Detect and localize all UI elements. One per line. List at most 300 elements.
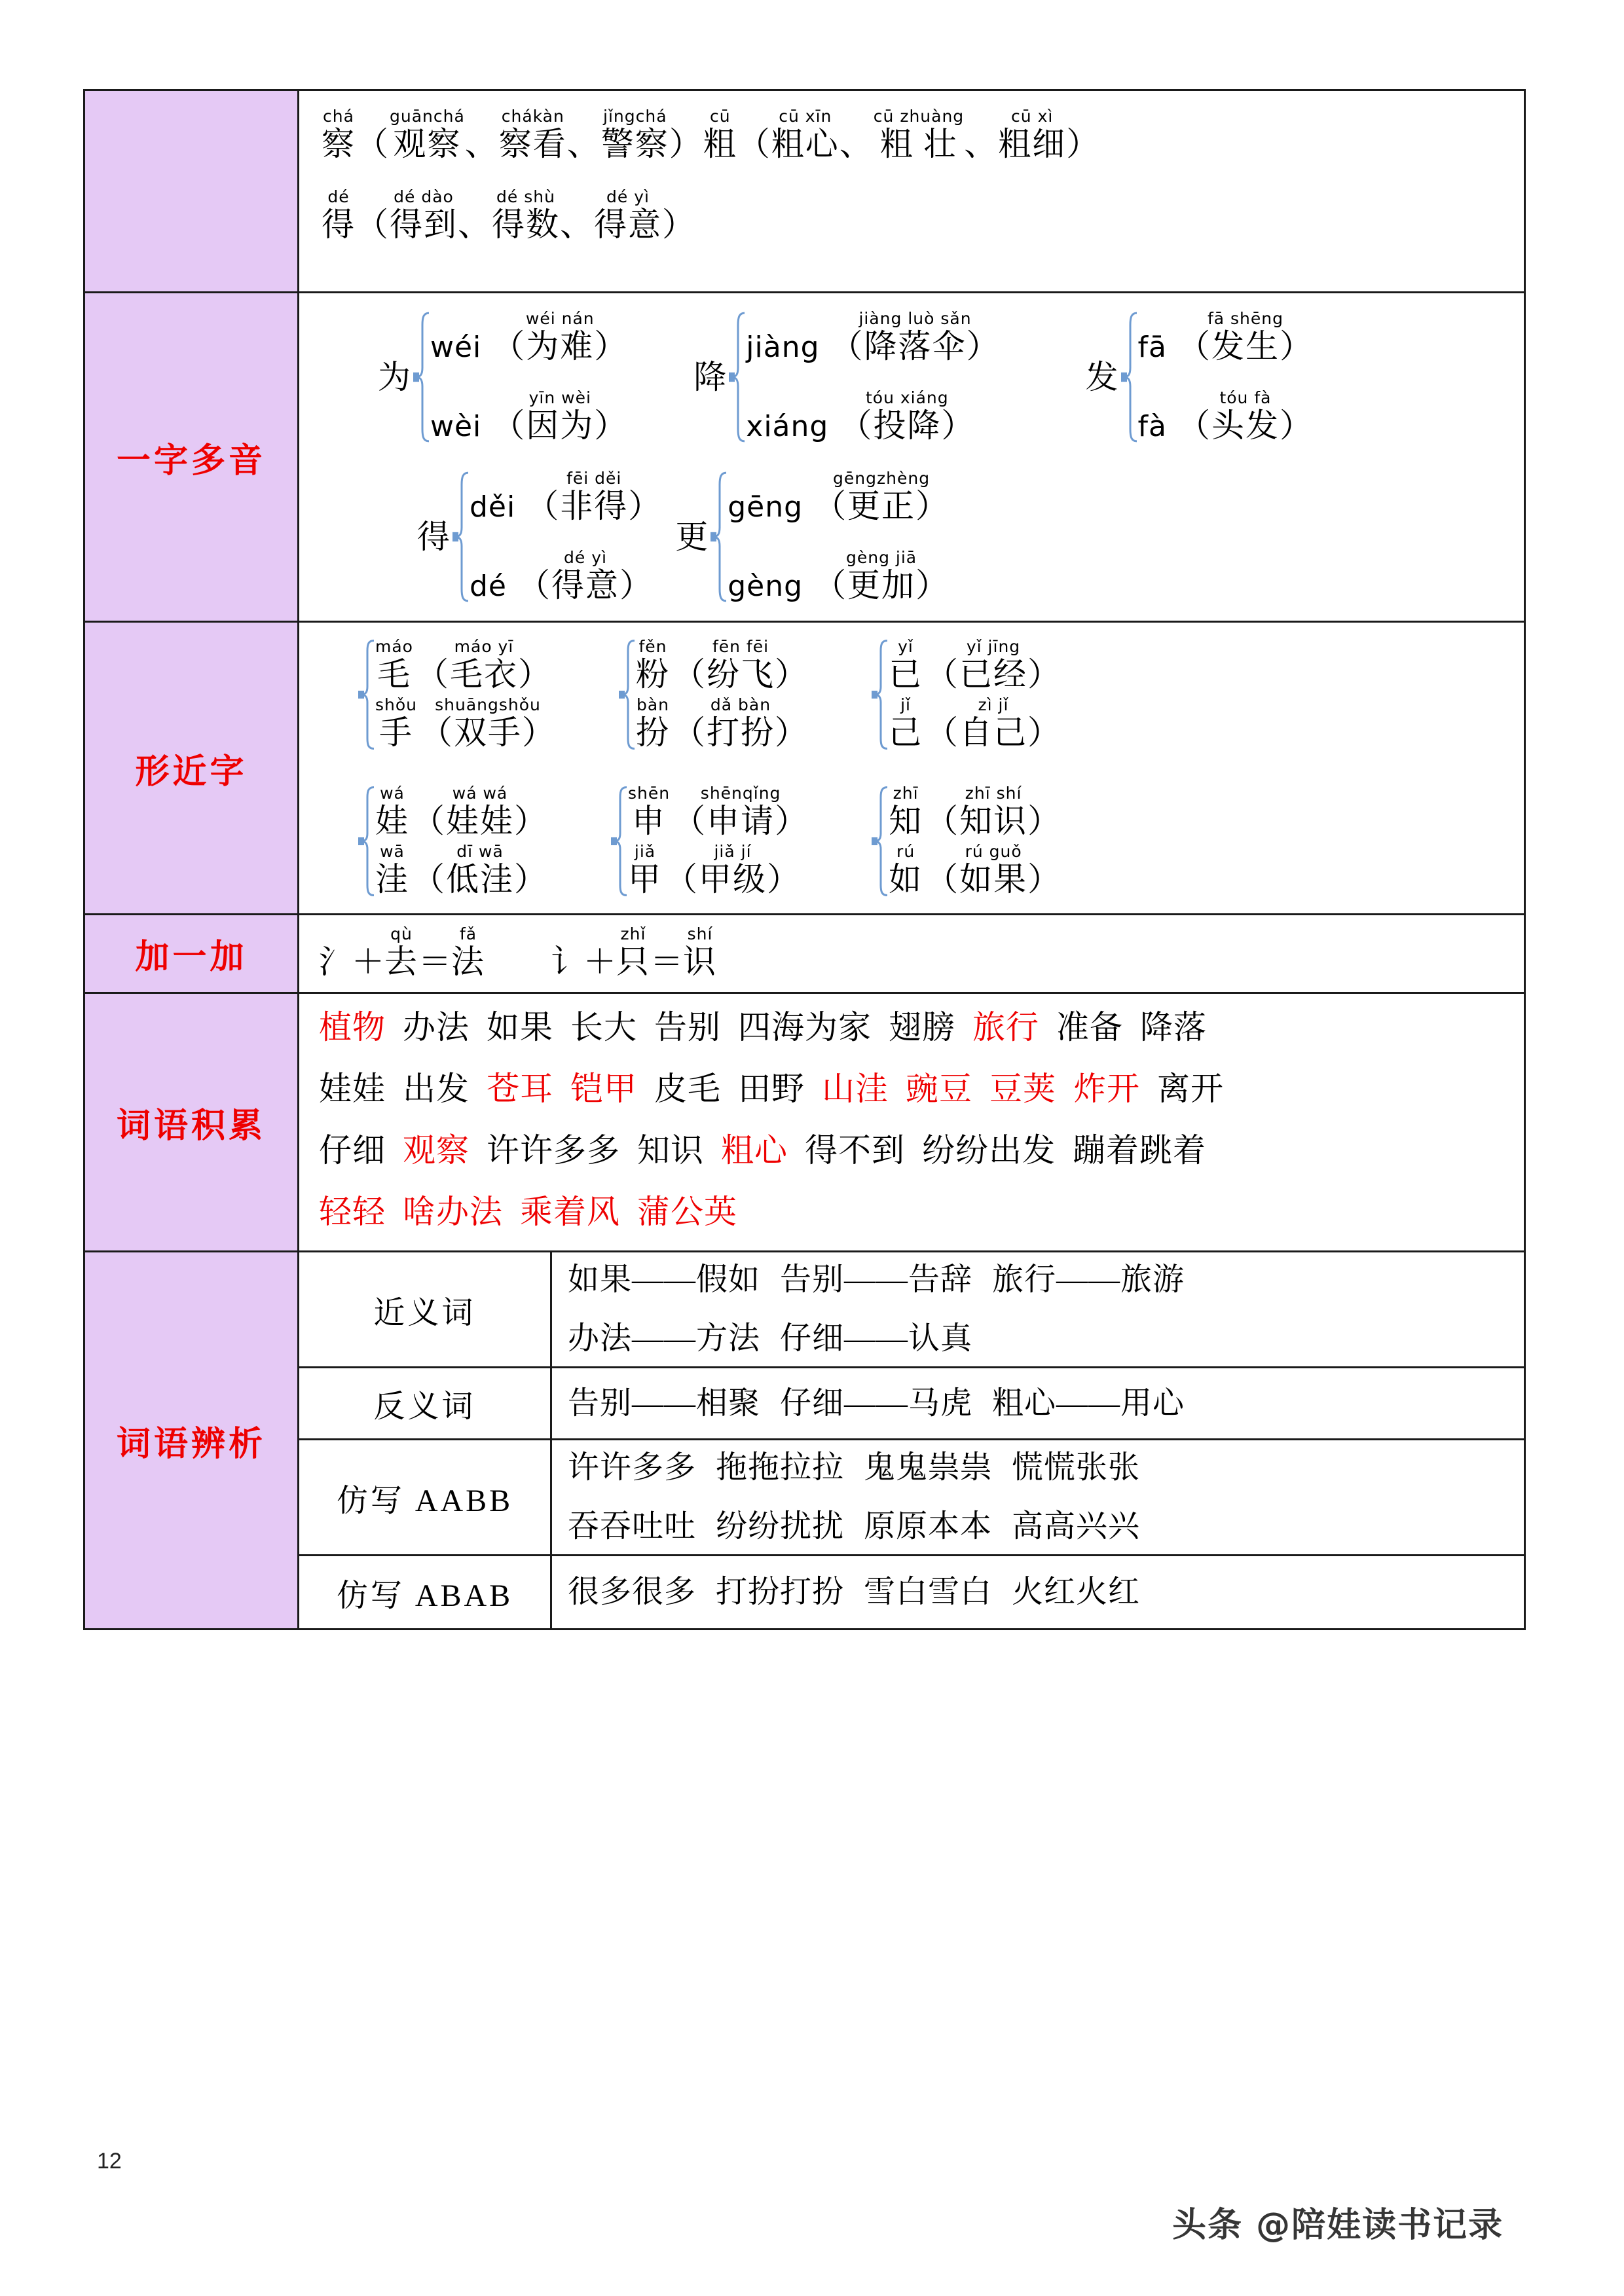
polyphone-arm bbox=[746, 390, 1000, 444]
polyphone-word bbox=[813, 549, 950, 604]
polyphone-word bbox=[492, 310, 628, 365]
character-entry bbox=[594, 189, 662, 243]
similar-pair bbox=[375, 638, 556, 693]
hanzi-text: （自己） bbox=[925, 714, 1062, 751]
vocabulary-word: 翅膀 bbox=[889, 1009, 955, 1046]
pinyin-text: dé shù bbox=[496, 187, 555, 206]
page-number: 12 bbox=[97, 2149, 122, 2174]
vocabulary-word: 长大 bbox=[570, 1009, 637, 1046]
polyphone-arm bbox=[470, 549, 662, 604]
similar-pair bbox=[375, 697, 556, 751]
analysis-category: 仿写 ABAB bbox=[299, 1556, 552, 1628]
similar-char bbox=[889, 638, 923, 693]
hanzi-text: （双手） bbox=[420, 714, 557, 751]
polyphone-reading: dé bbox=[470, 570, 507, 603]
similar-char bbox=[636, 697, 670, 751]
pinyin-text bbox=[662, 189, 696, 205]
hanzi-text: （发生） bbox=[1177, 328, 1314, 365]
vocabulary-word: 苍耳 bbox=[487, 1070, 553, 1107]
similar-group bbox=[872, 638, 1061, 751]
hanzi-text: 娃 bbox=[375, 803, 409, 839]
hanzi-text: 粉 bbox=[636, 656, 671, 693]
hanzi-text: 警察 bbox=[600, 126, 669, 162]
pinyin-text: wā bbox=[380, 842, 405, 861]
polyphone-group bbox=[1086, 310, 1314, 444]
radical-char: 氵 bbox=[319, 943, 352, 980]
vocabulary-word: 蹦着跳着 bbox=[1073, 1132, 1206, 1169]
hanzi-text: （头发） bbox=[1177, 407, 1314, 444]
similar-group bbox=[358, 785, 548, 898]
polyphone-word bbox=[813, 470, 950, 524]
polyphone-arm bbox=[1138, 310, 1314, 365]
hanzi-text: （毛衣） bbox=[415, 656, 552, 693]
analysis-pair: 吞吞吐吐 bbox=[568, 1509, 697, 1544]
analysis-values bbox=[552, 1556, 1524, 1628]
hanzi-text: 知 bbox=[889, 803, 923, 839]
hanzi-text: 只 bbox=[616, 943, 650, 980]
analysis-row bbox=[299, 1252, 1524, 1368]
analysis-pair: 慌慌张张 bbox=[1012, 1450, 1141, 1485]
pinyin-text: dé dào bbox=[394, 187, 454, 206]
pinyin-text: shí bbox=[687, 924, 713, 943]
vocabulary-line bbox=[319, 1011, 1524, 1044]
hanzi-text: （打扮） bbox=[673, 714, 809, 751]
analysis-pair: 办法——方法 bbox=[568, 1321, 761, 1356]
pinyin-text: shǒu bbox=[375, 695, 418, 714]
analysis-pair: 拖拖拉拉 bbox=[716, 1450, 845, 1485]
hanzi-text: （降落伞） bbox=[830, 328, 1001, 365]
similar-pair bbox=[375, 785, 548, 839]
character-entry bbox=[771, 108, 840, 162]
pinyin-text: jǐ bbox=[900, 695, 911, 714]
pinyin-text: gèng jiā bbox=[846, 548, 917, 567]
analysis-pair: 旅行——旅游 bbox=[992, 1262, 1185, 1297]
hanzi-text: 法 bbox=[451, 943, 485, 980]
pinyin-text: jiǎ bbox=[634, 842, 656, 861]
pinyin-text bbox=[669, 108, 703, 124]
analysis-pair: 告别——相聚 bbox=[568, 1385, 761, 1421]
pinyin-text: shēnqǐng bbox=[700, 784, 781, 803]
character-entry bbox=[662, 189, 696, 243]
pinyin-text bbox=[840, 108, 874, 124]
similar-pair bbox=[889, 785, 1061, 839]
pinyin-text: yǐ bbox=[898, 637, 913, 656]
analysis-pair: 很多很多 bbox=[568, 1575, 697, 1609]
worksheet-table bbox=[83, 89, 1526, 1630]
hanzi-text: 观察 bbox=[393, 126, 462, 162]
similar-word bbox=[925, 638, 1061, 693]
vocabulary-line bbox=[319, 1072, 1524, 1105]
pinyin-text: dé yì bbox=[606, 187, 650, 206]
pinyin-text bbox=[1066, 108, 1100, 124]
vocabulary-word: 豆荚 bbox=[989, 1070, 1056, 1107]
pinyin-text: fā shēng bbox=[1207, 309, 1283, 328]
polyphone-head-char: 更 bbox=[675, 519, 709, 555]
pinyin-text: cū bbox=[710, 107, 731, 126]
character-entry bbox=[458, 189, 492, 243]
vocabulary-word: 告别 bbox=[654, 1009, 721, 1046]
hanzi-text: 识 bbox=[683, 943, 717, 980]
vocabulary-word: 乘着风 bbox=[520, 1194, 620, 1230]
pinyin-text: fǎ bbox=[459, 924, 477, 943]
analysis-category: 反义词 bbox=[299, 1368, 552, 1438]
add-one-component bbox=[384, 926, 418, 980]
row-label-analysis: 词语辨析 bbox=[85, 1252, 299, 1628]
hanzi-text: （申请） bbox=[673, 803, 809, 839]
analysis-pair: 告别——告辞 bbox=[780, 1262, 973, 1297]
polyphone-head-char: 得 bbox=[417, 519, 450, 555]
analysis-pair: 仔细——认真 bbox=[780, 1321, 973, 1356]
polyphone-word bbox=[830, 310, 1001, 365]
pinyin-text: chákàn bbox=[501, 107, 564, 126]
character-entry bbox=[737, 108, 771, 162]
character-entry bbox=[560, 189, 594, 243]
add-one-component bbox=[616, 926, 650, 980]
similar-word bbox=[665, 843, 801, 898]
add-one-equation bbox=[319, 926, 485, 980]
vocabulary-word: 准备 bbox=[1056, 1009, 1123, 1046]
polyphone-brace bbox=[710, 470, 728, 604]
similar-pair bbox=[628, 843, 809, 898]
vocabulary-word: 豌豆 bbox=[906, 1070, 972, 1107]
polyphone-reading: gèng bbox=[728, 570, 803, 603]
left-brace-icon bbox=[358, 638, 375, 751]
vocabulary-word: 许许多多 bbox=[487, 1132, 620, 1169]
polyphone-line bbox=[299, 470, 1524, 604]
similar-pair bbox=[375, 843, 548, 898]
polyphone-arm bbox=[430, 390, 628, 444]
vocabulary-word: 纷纷出发 bbox=[922, 1132, 1056, 1169]
similar-char bbox=[628, 785, 670, 839]
hanzi-text: （因为） bbox=[492, 407, 629, 444]
row-label-add-one: 加一加 bbox=[85, 915, 299, 992]
polyphone-brace bbox=[452, 470, 470, 604]
analysis-pair: 纷纷扰扰 bbox=[716, 1509, 845, 1544]
analysis-category: 近义词 bbox=[299, 1252, 552, 1366]
character-entry bbox=[390, 189, 458, 243]
polyphone-reading: jiàng bbox=[746, 331, 820, 364]
plus-sign: ＋ bbox=[352, 943, 384, 980]
polyphone-word bbox=[526, 470, 662, 524]
polyphone-arm bbox=[728, 549, 950, 604]
vocabulary-word: 植物 bbox=[319, 1009, 386, 1046]
left-brace-icon bbox=[872, 785, 889, 898]
pinyin-text: tóu xiáng bbox=[865, 388, 949, 407]
similar-arms bbox=[628, 785, 809, 898]
polyphone-reading: fā bbox=[1137, 331, 1167, 364]
polyphone-word bbox=[1177, 390, 1314, 444]
similar-brace bbox=[619, 638, 636, 751]
vocabulary-word: 仔细 bbox=[319, 1132, 386, 1169]
polyphone-reading: fà bbox=[1137, 410, 1167, 443]
polyphone-head-char: 为 bbox=[378, 359, 411, 395]
analysis-pair: 鬼鬼祟祟 bbox=[864, 1450, 993, 1485]
pinyin-text: zhǐ bbox=[620, 924, 646, 943]
character-entry bbox=[465, 108, 499, 162]
analysis-values bbox=[552, 1440, 1524, 1554]
pinyin-text: wá wá bbox=[452, 784, 508, 803]
pinyin-text: cū zhuàng bbox=[873, 107, 965, 126]
pinyin-text: bàn bbox=[636, 695, 670, 714]
similar-pair bbox=[889, 638, 1061, 693]
hanzi-text: （ bbox=[356, 206, 390, 243]
similar-word bbox=[925, 843, 1061, 898]
similar-arms bbox=[636, 638, 809, 751]
hanzi-text: 察看 bbox=[498, 126, 567, 162]
analysis-pair: 仔细——马虎 bbox=[780, 1385, 973, 1421]
pinyin-text: gēngzhèng bbox=[833, 469, 931, 488]
pinyin-text bbox=[964, 108, 998, 124]
hanzi-text: （甲级） bbox=[665, 861, 801, 898]
hanzi-text: 得到 bbox=[390, 206, 458, 243]
vocabulary-word: 蒲公英 bbox=[637, 1194, 737, 1230]
analysis-pair: 打扮打扮 bbox=[716, 1575, 845, 1609]
polyphone-arm bbox=[728, 470, 950, 524]
analysis-row bbox=[299, 1368, 1524, 1440]
character-entry bbox=[322, 108, 356, 162]
hanzi-text: 粗心 bbox=[771, 126, 840, 162]
similar-pair bbox=[889, 697, 1061, 751]
analysis-pair: 许许多多 bbox=[568, 1450, 697, 1485]
pinyin-text: yǐ jīng bbox=[966, 637, 1021, 656]
pinyin-text: cū xì bbox=[1011, 107, 1054, 126]
analysis-line bbox=[568, 1576, 1524, 1608]
polyphone-group bbox=[693, 310, 1000, 444]
vocabulary-word: 如果 bbox=[487, 1009, 553, 1046]
pinyin-text: dé bbox=[327, 187, 350, 206]
vocabulary-word: 粗心 bbox=[721, 1132, 788, 1169]
pinyin-text bbox=[458, 189, 492, 205]
analysis-row bbox=[299, 1440, 1524, 1556]
hanzi-text: （为难） bbox=[492, 328, 629, 365]
left-brace-icon bbox=[710, 470, 728, 604]
character-entry bbox=[874, 108, 964, 162]
similar-group bbox=[872, 785, 1061, 898]
pinyin-text: máo yī bbox=[454, 637, 514, 656]
hanzi-text: 如 bbox=[889, 861, 923, 898]
vocabulary-word: 啥办法 bbox=[403, 1194, 503, 1230]
polyphone-reading: xiáng bbox=[746, 410, 829, 443]
hanzi-text: 得 bbox=[322, 206, 356, 243]
vocabulary-word: 得不到 bbox=[805, 1132, 905, 1169]
hanzi-text: 、 bbox=[964, 126, 999, 162]
pinyin-text: jiǎ jí bbox=[714, 842, 752, 861]
hanzi-text: 去 bbox=[384, 943, 418, 980]
polyphone-reading: děi bbox=[470, 490, 516, 524]
character-entry bbox=[492, 189, 560, 243]
similar-arms bbox=[375, 785, 548, 898]
hanzi-text: 得数 bbox=[492, 206, 560, 243]
polyphone-brace bbox=[1121, 310, 1138, 444]
similar-brace bbox=[611, 785, 628, 898]
row-body-similar bbox=[299, 623, 1524, 913]
hanzi-text: （低洼） bbox=[412, 861, 548, 898]
polyphone-group bbox=[417, 470, 662, 604]
pinyin-text bbox=[356, 108, 390, 124]
hanzi-text: 粗细 bbox=[998, 126, 1067, 162]
vocabulary-word: 旅行 bbox=[972, 1009, 1039, 1046]
pinyin-text: dé yì bbox=[564, 548, 607, 567]
row-body-vocabulary bbox=[299, 994, 1524, 1250]
polyphone-reading: wèi bbox=[430, 410, 482, 443]
hanzi-text: 甲 bbox=[628, 861, 662, 898]
vocabulary-word: 娃娃 bbox=[319, 1070, 386, 1107]
vocabulary-word: 降落 bbox=[1140, 1009, 1207, 1046]
radical-char: 讠 bbox=[551, 943, 583, 980]
similar-pair bbox=[889, 843, 1061, 898]
pinyin-text: chá bbox=[323, 107, 354, 126]
left-brace-icon bbox=[452, 470, 470, 604]
similar-group bbox=[611, 785, 809, 898]
left-brace-icon bbox=[413, 310, 430, 444]
polyphone-word bbox=[517, 549, 654, 604]
polyphone-arms bbox=[728, 470, 950, 604]
row-label-vocabulary: 词语积累 bbox=[85, 994, 299, 1250]
analysis-line bbox=[568, 1264, 1524, 1296]
hanzi-text: 、 bbox=[566, 126, 601, 162]
add-one-equation bbox=[551, 926, 717, 980]
table-row-add-one bbox=[85, 915, 1524, 994]
pinyin-text: wéi nán bbox=[525, 309, 595, 328]
hanzi-text: （娃娃） bbox=[412, 803, 548, 839]
hanzi-text: 扮 bbox=[636, 714, 671, 751]
pinyin-text: shēn bbox=[628, 784, 671, 803]
vocabulary-word: 皮毛 bbox=[654, 1070, 721, 1107]
hanzi-text: 粗 壮 bbox=[879, 126, 958, 162]
similar-word bbox=[412, 785, 548, 839]
polyphone-arm bbox=[430, 310, 628, 365]
character-entry bbox=[356, 189, 390, 243]
hanzi-text: 己 bbox=[889, 714, 923, 751]
analysis-pair: 火红火红 bbox=[1012, 1575, 1141, 1609]
pinyin-text: zì jǐ bbox=[978, 695, 1009, 714]
character-entry bbox=[356, 108, 390, 162]
polyphone-group bbox=[675, 470, 950, 604]
analysis-pair: 如果——假如 bbox=[568, 1262, 761, 1297]
similar-char bbox=[889, 785, 923, 839]
hanzi-text: 粗 bbox=[703, 126, 737, 162]
table-row-characters bbox=[85, 91, 1524, 293]
character-entry bbox=[499, 108, 567, 162]
pinyin-text: fēn fēi bbox=[712, 637, 769, 656]
pinyin-text: jiàng luò sǎn bbox=[858, 309, 972, 328]
polyphone-word bbox=[1177, 310, 1314, 365]
vocabulary-line bbox=[319, 1134, 1524, 1167]
similar-pair bbox=[636, 638, 809, 693]
similar-char bbox=[375, 785, 409, 839]
polyphone-arms bbox=[1138, 310, 1314, 444]
polyphone-arms bbox=[746, 310, 1000, 444]
row-label-characters bbox=[85, 91, 299, 291]
pinyin-text: guānchá bbox=[390, 107, 465, 126]
vocabulary-word: 山洼 bbox=[822, 1070, 889, 1107]
hanzi-text: 、 bbox=[560, 206, 594, 243]
hanzi-text: 、 bbox=[839, 126, 874, 162]
pinyin-text: yīn wèi bbox=[528, 388, 591, 407]
character-line-2 bbox=[322, 189, 1524, 243]
polyphone-head-char: 降 bbox=[693, 359, 727, 395]
similar-pair bbox=[636, 697, 809, 751]
character-entry bbox=[1066, 108, 1100, 162]
vocabulary-word: 离开 bbox=[1157, 1070, 1224, 1107]
left-brace-icon bbox=[619, 638, 636, 751]
row-body-analysis bbox=[299, 1252, 1524, 1628]
analysis-pair: 雪白雪白 bbox=[864, 1575, 993, 1609]
similar-char bbox=[375, 843, 409, 898]
vocabulary-word: 观察 bbox=[403, 1132, 470, 1169]
similar-word bbox=[420, 697, 556, 751]
polyphone-arms bbox=[430, 310, 628, 444]
row-body-polyphones bbox=[299, 293, 1524, 621]
similar-word bbox=[416, 638, 552, 693]
row-label-polyphones: 一字多音 bbox=[85, 293, 299, 621]
hanzi-text: （ bbox=[356, 126, 390, 162]
similar-word bbox=[673, 638, 809, 693]
analysis-line bbox=[568, 1323, 1524, 1355]
hanzi-text: （得意） bbox=[517, 567, 654, 604]
similar-word bbox=[925, 785, 1061, 839]
similar-char bbox=[889, 697, 923, 751]
left-brace-icon bbox=[1121, 310, 1138, 444]
polyphone-arm bbox=[1138, 390, 1314, 444]
pinyin-text: dǎ bàn bbox=[710, 695, 771, 714]
pinyin-text: zhī bbox=[893, 784, 919, 803]
character-entry bbox=[703, 108, 737, 162]
pinyin-text: máo bbox=[375, 637, 413, 656]
character-entry bbox=[567, 108, 601, 162]
pinyin-text: rú bbox=[896, 842, 915, 861]
hanzi-text: 察 bbox=[322, 126, 356, 162]
row-label-similar: 形近字 bbox=[85, 623, 299, 913]
character-entry bbox=[998, 108, 1066, 162]
similar-arms bbox=[889, 638, 1061, 751]
pinyin-text bbox=[567, 108, 601, 124]
polyphone-word bbox=[839, 390, 975, 444]
similar-group bbox=[358, 638, 556, 751]
polyphone-reading: wéi bbox=[430, 331, 482, 364]
vocabulary-line bbox=[319, 1195, 1524, 1228]
vocabulary-word: 知识 bbox=[637, 1132, 704, 1169]
similar-brace bbox=[872, 785, 889, 898]
pinyin-text bbox=[356, 189, 390, 205]
similar-word bbox=[412, 843, 548, 898]
polyphone-arms bbox=[470, 470, 662, 604]
vocabulary-word: 炸开 bbox=[1073, 1070, 1140, 1107]
hanzi-text: ） bbox=[1066, 126, 1101, 162]
similar-pair bbox=[628, 785, 809, 839]
table-row-polyphones bbox=[85, 293, 1524, 623]
hanzi-text: 毛 bbox=[377, 656, 411, 693]
character-entry bbox=[669, 108, 703, 162]
similar-char bbox=[375, 638, 413, 693]
pinyin-text: dī wā bbox=[456, 842, 504, 861]
equals-sign: ＝ bbox=[418, 943, 451, 980]
left-brace-icon bbox=[611, 785, 628, 898]
analysis-values bbox=[552, 1252, 1524, 1366]
hanzi-text: 得意 bbox=[594, 206, 662, 243]
hanzi-text: 申 bbox=[632, 803, 667, 839]
similar-group bbox=[619, 638, 809, 751]
analysis-line bbox=[568, 1452, 1524, 1484]
hanzi-text: （已经） bbox=[925, 656, 1062, 693]
pinyin-text: cū xīn bbox=[779, 107, 832, 126]
hanzi-text: （非得） bbox=[526, 488, 663, 524]
vocabulary-word: 铠甲 bbox=[570, 1070, 637, 1107]
add-one-result bbox=[451, 926, 485, 980]
watermark: 头条 @陪娃读书记录 bbox=[1172, 2206, 1504, 2245]
similar-char bbox=[636, 638, 670, 693]
hanzi-text: ） bbox=[669, 126, 703, 162]
